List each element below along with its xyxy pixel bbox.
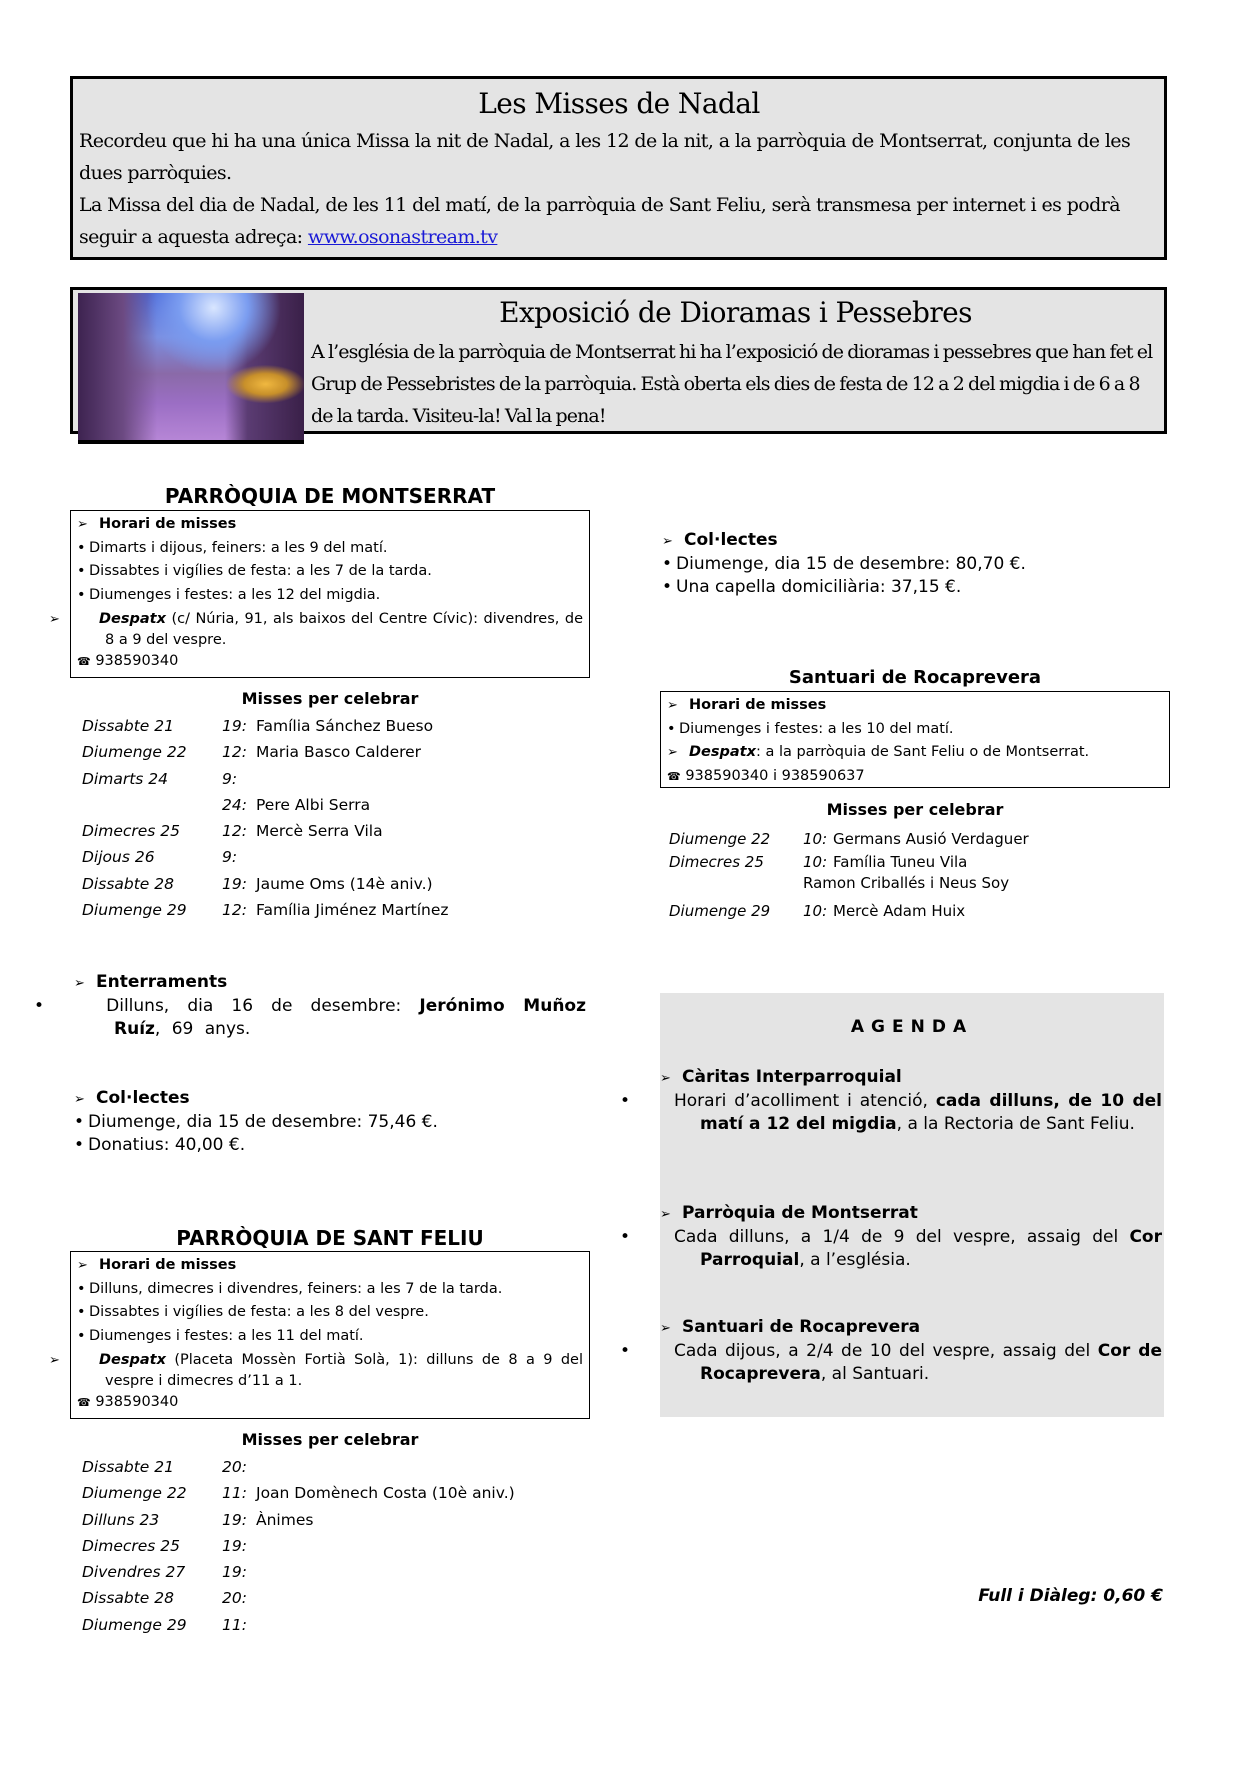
bullet-icon: •: [74, 1134, 85, 1155]
mass-day: Diumenge 29: [82, 901, 187, 920]
collectes-label: Col·lectes: [684, 530, 778, 550]
mass-hour: 9:: [222, 769, 238, 788]
nadal-box: [70, 76, 1167, 260]
horari-label: Horari de misses: [689, 697, 827, 713]
despatx-label: Despatx: [99, 1352, 166, 1368]
mass-hour: 19:: [222, 1563, 247, 1582]
arrow-icon: ➢: [49, 1353, 60, 1368]
bullet-icon: •: [77, 1280, 86, 1297]
arrow-icon: ➢: [667, 698, 678, 713]
enterraments-label: Enterraments: [96, 972, 228, 992]
osonastream-link[interactable]: www.osonastream.tv: [307, 226, 498, 248]
mass-day: Dimecres 25: [82, 1536, 181, 1555]
agenda-text-pre: Horari d’acolliment i atenció,: [674, 1091, 936, 1111]
mass-intention: Família Tuneu Vila: [833, 853, 968, 871]
bullet-icon: •: [77, 586, 86, 603]
mass-row: [82, 739, 582, 765]
mass-day: Diumenge 22: [82, 1484, 187, 1503]
phone-icon: ☎: [77, 1396, 91, 1409]
mass-row: [669, 872, 1164, 898]
mass-day: Diumenge 29: [82, 1615, 187, 1634]
arrow-icon: ➢: [660, 1321, 671, 1336]
mass-hour: 10:: [803, 853, 828, 871]
horari-text: Dilluns, dimecres i divendres, feiners: a les 7 de la tarda.: [89, 1280, 503, 1297]
horari-heading: [77, 513, 583, 537]
mass-day: Dimarts 24: [82, 769, 169, 788]
santfeliu-misses-title: Misses per celebrar: [241, 1430, 419, 1449]
bullet-icon: •: [77, 563, 86, 579]
bullet-icon: •: [662, 576, 673, 597]
mass-row: [669, 852, 1164, 872]
agenda-text-bold: Cor Parroquial: [700, 1227, 1162, 1270]
mass-row: [82, 818, 582, 844]
mass-day: Diumenge 22: [669, 830, 771, 848]
montserrat-schedule-box: [49, 510, 590, 678]
enterrament-item: [34, 995, 587, 1040]
mass-intention: Joan Domènech Costa (10è aniv.): [256, 1484, 515, 1503]
arrow-icon: ➢: [74, 1092, 85, 1107]
horari-text: Dissabtes i vigílies de festa: a les 7 de la tarda.: [89, 563, 432, 579]
horari-text: Diumenges i festes: a les 12 del migdia.: [89, 586, 381, 603]
phone-number: 938590340 i 938590637: [685, 767, 865, 784]
agenda-item-text: [620, 1090, 1162, 1135]
mass-row: [669, 898, 1164, 924]
agenda-box: [620, 993, 1164, 1417]
mass-day: Diumenge 29: [669, 902, 771, 920]
rocaprevera-misses-title: Misses per celebrar: [826, 800, 1004, 819]
mass-hour: 9:: [222, 848, 238, 867]
collectes-heading: [74, 1087, 586, 1111]
agenda-item-label: Santuari de Rocaprevera: [682, 1317, 921, 1337]
phone-number: 938590340: [95, 1394, 179, 1410]
agenda-text-post: , a la Rectoria de Sant Feliu.: [896, 1113, 1135, 1134]
agenda-item-heading: [660, 1202, 1162, 1226]
mass-intention: Família Jiménez Martínez: [256, 901, 449, 920]
horari-item: [77, 584, 583, 608]
horari-text: Dissabtes i vigílies de festa: a les 8 del vespre.: [89, 1304, 429, 1320]
mass-intention: Germans Ausió Verdaguer: [833, 830, 1029, 848]
mass-hour: 19:: [222, 1510, 247, 1529]
nadal-paragraph-2: [79, 189, 1159, 253]
agenda-item-label: Parròquia de Montserrat: [682, 1203, 918, 1223]
mass-day: Divendres 27: [82, 1563, 186, 1582]
mass-hour: 19:: [222, 1536, 247, 1555]
mass-hour: 12:: [222, 822, 247, 841]
rocaprevera-misses-list: [669, 826, 1164, 924]
nadal-paragraph-1: Recordeu que hi ha una única Missa la nit de Nadal, a les 12 de la nit, a la parròquia de Montserrat, conjunta de les dues parròquies.: [79, 130, 1131, 184]
mass-hour: 12:: [222, 901, 247, 920]
collecte-item: [74, 1111, 586, 1134]
montserrat-misses-list: [82, 713, 582, 923]
mass-day: Dilluns 23: [82, 1510, 160, 1529]
phone-line: [667, 765, 1163, 789]
mass-hour: 20:: [222, 1458, 247, 1476]
despatx-text: (c/ Núria, 91, als baixos del Centre Cívic): divendres, de 8 a 9 del vespre.: [105, 611, 583, 648]
phone-line: [77, 1391, 583, 1415]
despatx-text: : a la parròquia de Sant Feliu o de Montserrat.: [755, 744, 1090, 760]
mass-hour: 10:: [803, 902, 828, 920]
arrow-icon: ➢: [662, 534, 673, 549]
collecte-item: [662, 553, 1167, 576]
collectes-heading: [662, 529, 1167, 553]
horari-text: Diumenges i festes: a les 11 del matí.: [89, 1327, 364, 1344]
mass-hour: 11:: [222, 1615, 247, 1634]
mass-hour: 19:: [222, 874, 247, 893]
enterrament-age: , 69 anys.: [154, 1018, 251, 1039]
agenda-item: [620, 1316, 1162, 1385]
despatx-label: Despatx: [689, 744, 756, 760]
mass-day: Dissabte 21: [82, 717, 174, 735]
mass-day: Dissabte 28: [82, 1589, 174, 1608]
mass-row: [82, 844, 582, 870]
mass-row: [82, 766, 582, 792]
mass-intention: Mercè Serra Vila: [256, 822, 383, 841]
collecte-text: Donatius: 40,00 €.: [88, 1134, 246, 1155]
horari-item: [77, 1325, 583, 1349]
enterrament-date: Dilluns, dia 16 de desembre:: [106, 996, 420, 1016]
horari-item: [77, 537, 583, 561]
despatx-line: [49, 609, 583, 650]
mass-hour: 24:: [222, 795, 247, 814]
rocaprevera-schedule-box: [660, 691, 1170, 788]
agenda-item-text: [620, 1226, 1162, 1271]
horari-item: [667, 718, 1163, 742]
horari-item: [77, 1278, 583, 1302]
despatx-text: (Placeta Mossèn Fortià Solà, 1): dilluns de 8 a 9 del vespre i dimecres d’11 a 1.: [105, 1352, 583, 1389]
collecte-item: [74, 1134, 586, 1157]
agenda-text-bold: cada dilluns, de 10 del matí a 12 del migdia: [700, 1091, 1162, 1134]
santfeliu-title: PARRÒQUIA DE SANT FELIU: [176, 1226, 484, 1250]
bullet-icon: •: [77, 1327, 86, 1344]
mass-row: [82, 792, 582, 818]
phone-icon: ☎: [77, 655, 91, 668]
agenda-item-text: [620, 1340, 1162, 1385]
mass-row: [82, 1559, 582, 1585]
mass-hour: 10:: [803, 830, 828, 848]
mass-intention: Maria Basco Calderer: [256, 743, 422, 762]
bullet-icon: •: [667, 720, 676, 737]
mass-intention: Ramon Criballés i Neus Soy: [803, 874, 1010, 892]
horari-label: Horari de misses: [99, 516, 237, 532]
collectes-label: Col·lectes: [96, 1088, 190, 1108]
montserrat-misses-title: Misses per celebrar: [241, 689, 419, 708]
agenda-title: AGENDA: [850, 1017, 974, 1037]
enterrament-name: Jerónimo Muñoz Ruíz: [114, 996, 587, 1039]
agenda-text-pre: Cada dilluns, a 1/4 de 9 del vespre, assaig del: [674, 1227, 1130, 1247]
mass-row: [82, 1612, 582, 1638]
mass-hour: 12:: [222, 743, 247, 762]
diorama-photo: [78, 293, 304, 444]
arrow-icon: ➢: [77, 517, 88, 532]
enterraments-block: [34, 971, 587, 1040]
mass-day: Dissabte 21: [82, 1458, 174, 1476]
collecte-text: Una capella domiciliària: 37,15 €.: [676, 576, 962, 597]
mass-row: [82, 897, 582, 923]
bullet-icon: •: [662, 554, 673, 574]
horari-heading: [77, 1254, 583, 1278]
rocaprevera-title: Santuari de Rocaprevera: [788, 667, 1042, 688]
horari-text: Dimarts i dijous, feiners: a les 9 del matí.: [89, 539, 388, 556]
mass-hour: 20:: [222, 1589, 247, 1608]
mass-day: Dissabte 28: [82, 874, 174, 893]
agenda-item: [620, 1066, 1162, 1135]
arrow-icon: ➢: [49, 612, 60, 627]
agenda-text-post: , a l’església.: [799, 1249, 911, 1270]
mass-day: Diumenge 22: [82, 743, 187, 762]
agenda-item-label: Càritas Interparroquial: [682, 1067, 902, 1087]
mass-intention: Mercè Adam Huix: [833, 902, 966, 920]
arrow-icon: ➢: [77, 1258, 88, 1273]
horari-label: Horari de misses: [99, 1257, 237, 1273]
agenda-item-heading: [660, 1316, 1162, 1340]
santfeliu-schedule-box: [49, 1251, 590, 1419]
bullet-icon: •: [620, 1341, 631, 1361]
despatx-label: Despatx: [99, 611, 166, 627]
collecte-text: Diumenge, dia 15 de desembre: 80,70 €.: [676, 554, 1026, 574]
arrow-icon: ➢: [660, 1207, 671, 1222]
bullet-icon: •: [620, 1227, 631, 1247]
mass-row: [82, 871, 582, 897]
mass-row: [82, 1585, 582, 1611]
nadal-paragraph-2-text: La Missa del dia de Nadal, de les 11 del matí, de la parròquia de Sant Feliu, serà transmesa per internet i es podrà seguir a aquesta adreça:: [79, 194, 1120, 248]
horari-text: Diumenges i festes: a les 10 del matí.: [679, 720, 954, 737]
price-label: Full i Diàleg: 0,60 €: [978, 1586, 1163, 1606]
mass-hour: 11:: [222, 1484, 247, 1503]
arrow-icon: ➢: [74, 976, 85, 991]
phone-number: 938590340: [95, 653, 179, 669]
exposicio-box: [70, 287, 1167, 434]
phone-line: [77, 650, 583, 674]
mass-hour: 19:: [222, 717, 247, 735]
phone-icon: ☎: [667, 769, 681, 783]
horari-item: [77, 560, 583, 584]
arrow-icon: ➢: [667, 745, 678, 760]
despatx-line: [49, 1350, 583, 1391]
mass-intention: Pere Albi Serra: [256, 795, 371, 814]
mass-intention: Ànimes: [256, 1510, 314, 1529]
mass-day: Dimecres 25: [82, 822, 181, 841]
collecte-item: [662, 576, 1167, 599]
enterraments-heading: [74, 971, 586, 995]
santfeliu-collectes-block: [662, 529, 1167, 598]
santfeliu-misses-list: [82, 1454, 582, 1638]
despatx-line: [667, 741, 1163, 765]
bullet-icon: •: [620, 1091, 631, 1111]
agenda-text-post: , al Santuari.: [820, 1363, 930, 1384]
montserrat-title: PARRÒQUIA DE MONTSERRAT: [164, 484, 496, 508]
mass-row: [82, 1480, 582, 1506]
mass-row: [669, 826, 1164, 852]
mass-day: Dimecres 25: [669, 853, 764, 871]
collecte-text: Diumenge, dia 15 de desembre: 75,46 €.: [88, 1112, 438, 1132]
bullet-icon: •: [74, 1112, 85, 1132]
bullet-icon: •: [34, 996, 45, 1016]
mass-row: [82, 713, 582, 739]
agenda-text-bold: Cor de Rocaprevera: [700, 1341, 1162, 1384]
exposicio-title: Exposició de Dioramas i Pessebres: [499, 296, 972, 329]
mass-intention: Jaume Oms (14è aniv.): [256, 874, 433, 893]
mass-day: Dijous 26: [82, 848, 155, 867]
exposicio-text: A l’església de la parròquia de Montserrat hi ha l’exposició de dioramas i pessebres que han fet el Grup de Pessebristes de la parròquia. Està oberta els dies de festa de 12 a 2 del migdia i de 6 a 8 de la tarda. Visiteu-la! Val la pena!: [311, 341, 1153, 427]
agenda-item-heading: [660, 1066, 1162, 1090]
mass-row: [82, 1507, 582, 1533]
mass-row: [82, 1454, 582, 1480]
horari-item: [77, 1301, 583, 1325]
mass-intention: Família Sánchez Bueso: [256, 717, 434, 735]
arrow-icon: ➢: [660, 1071, 671, 1086]
bullet-icon: •: [77, 539, 86, 556]
montserrat-collectes-block: [74, 1087, 586, 1156]
mass-row: [82, 1533, 582, 1559]
nadal-title: Les Misses de Nadal: [478, 87, 760, 120]
bullet-icon: •: [77, 1304, 86, 1320]
agenda-text-pre: Cada dijous, a 2/4 de 10 del vespre, assaig del: [674, 1341, 1098, 1361]
agenda-item: [620, 1202, 1162, 1271]
horari-heading: [667, 694, 1163, 718]
